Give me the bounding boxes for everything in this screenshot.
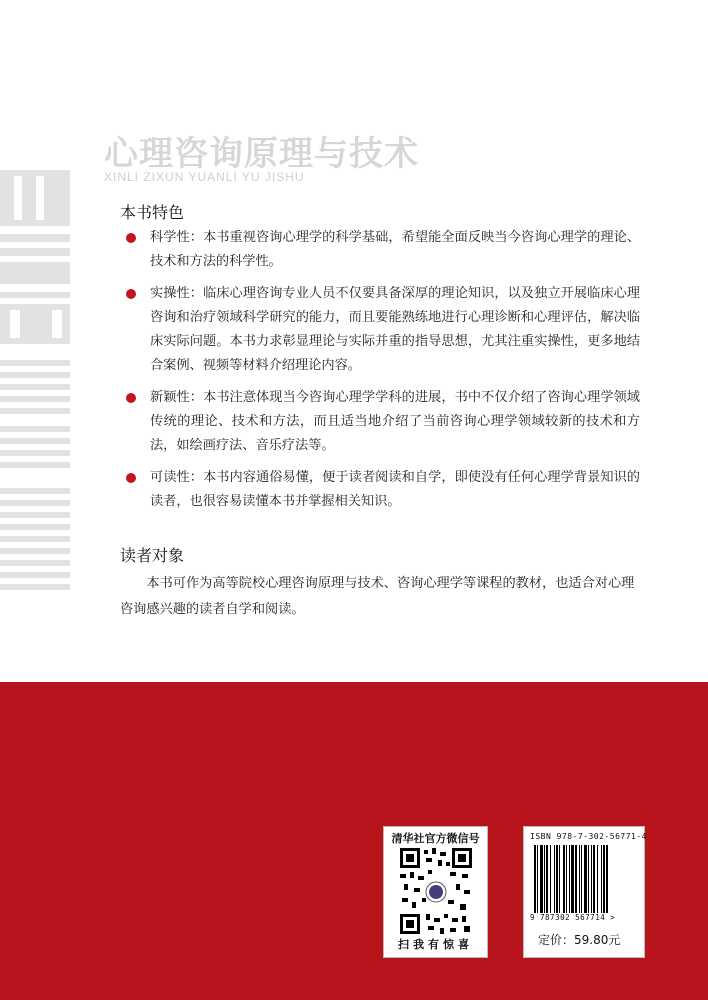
features-list [120, 226, 640, 522]
barcode-bar [597, 845, 598, 913]
feature-item [120, 282, 640, 378]
barcode-bar [534, 845, 536, 913]
book-title-pinyin: XINLI ZIXUN YUANLI YU JISHU [104, 170, 305, 184]
barcode-bar [540, 845, 543, 913]
barcode-bar [566, 845, 567, 913]
barcode-bar [544, 845, 545, 913]
barcode-bar [579, 845, 580, 913]
barcode-bar [606, 845, 608, 913]
barcode [534, 845, 634, 917]
feature-text: 科学性：本书重视咨询心理学的科学基础，希望能全面反映当今咨询心理学的理论、技术和方法的科学性。 [150, 230, 640, 269]
barcode-bar [537, 845, 538, 913]
qr-code[interactable] [400, 848, 472, 938]
bullet-icon [126, 393, 136, 403]
barcode-bar [581, 845, 582, 913]
bullet-icon [126, 233, 136, 243]
feature-item [120, 466, 640, 514]
audience-text: 本书可作为高等院校心理咨询原理与技术、咨询心理学等课程的教材，也适合对心理咨询感兴趣的读者自学和阅读。 [120, 576, 635, 617]
isbn-label: ISBN 978-7-302-56771-4 [530, 832, 647, 841]
qr-panel [383, 826, 488, 958]
barcode-bar [546, 845, 548, 913]
feature-text: 新颖性：本书注意体现当今咨询心理学学科的进展，书中不仅介绍了咨询心理学领域传统的理论、技术和方法，而且适当地介绍了当前咨询心理学领域较新的技术和方法，如绘画疗法、音乐疗法等。 [150, 390, 640, 453]
barcode-bar [591, 845, 592, 913]
barcode-digits: 9 787302 567714 > [530, 913, 616, 922]
book-title: 心理咨询原理与技术 [104, 134, 419, 174]
features-heading: 本书特色 [120, 203, 185, 222]
feature-text: 可读性：本书内容通俗易懂，便于读者阅读和自学，即使没有任何心理学背景知识的读者，也很容易读懂本书并掌握相关知识。 [150, 470, 640, 509]
audience-heading: 读者对象 [120, 546, 185, 565]
barcode-bar [584, 845, 587, 913]
feature-item [120, 386, 640, 458]
barcode-bar [593, 845, 595, 913]
feature-item [120, 226, 640, 274]
bullet-icon [126, 289, 136, 299]
price: 定价：59.80元 [538, 933, 621, 947]
barcode-panel [523, 826, 645, 958]
barcode-bar [563, 845, 565, 913]
barcode-bar [569, 845, 570, 913]
barcode-bar [554, 845, 555, 913]
barcode-bar [603, 845, 605, 913]
qr-caption: 扫我有惊喜 [398, 938, 473, 951]
barcode-bar [550, 845, 551, 913]
feature-text: 实操性：临床心理咨询专业人员不仅要具备深厚的理论知识，以及独立开展临床心理咨询和治疗领域科学研究的能力，而且要能熟练地进行心理诊断和心理评估，解决临床实际问题。本书力求彰显理论与实际并重的指导思想，尤其注重实操性，更多地结合案例、视频等材料介绍理论内容。 [150, 286, 640, 373]
barcode-bar [601, 845, 602, 913]
decorative-stripes [0, 170, 80, 610]
bullet-icon [126, 473, 136, 483]
barcode-bar [556, 845, 558, 913]
barcode-bar [575, 845, 577, 913]
barcode-bar [571, 845, 574, 913]
qr-title: 清华社官方微信号 [391, 832, 480, 845]
barcode-bar [588, 845, 589, 913]
barcode-bar [559, 845, 560, 913]
